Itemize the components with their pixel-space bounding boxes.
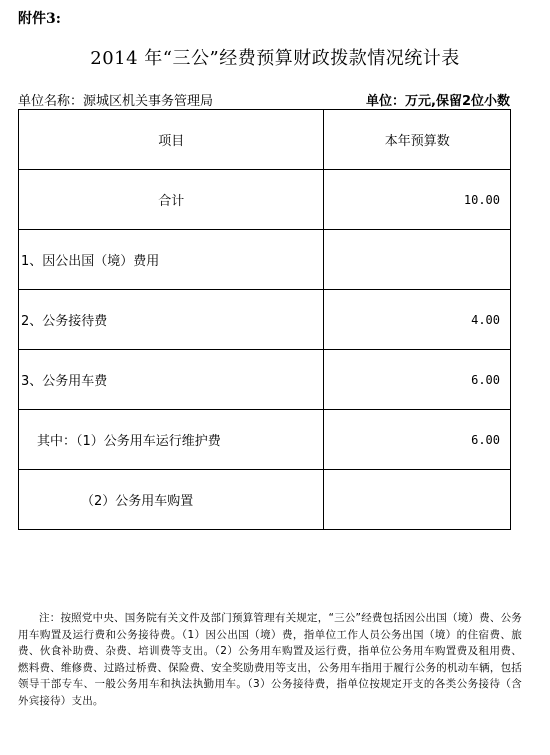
row-value [324,470,511,530]
org-label: 单位名称：源城区机关事务管理局 [18,94,214,109]
table-row [19,290,511,350]
table-row [19,170,511,230]
row-value [324,230,511,290]
row-label: 合计 [19,170,324,230]
meta-row [18,90,510,109]
table-row [19,470,511,530]
table-row [19,230,511,290]
row-value: 6.00 [324,410,511,470]
row-value: 10.00 [324,170,511,230]
footnote: 注：按照党中央、国务院有关文件及部门预算管理有关规定，“三公”经费包括因公出国（境）费、公务用车购置及运行费和公务接待费。（1）因公出国（境）费，指单位工作人员公务出国（境）的住宿费、旅费、伙食补助费、杂费、培训费等支出。（2）公务用车购置及运行费，指单位公务用车购置费及租用费、燃料费、维修费、过路过桥费、保险费、安全奖励费用等支出，公务用车指用于履行公务的机动车辆，包括领导干部专车、一般公务用车和执法执勤用车。（3）公务接待费，指单位按规定开支的各类公务接待（含外宾接待）支出。 [18,612,522,707]
row-label: 其中：（1）公务用车运行维护费 [19,410,324,470]
row-label: 1、因公出国（境）费用 [19,230,324,290]
table-header-row [19,110,511,170]
row-label: （2）公务用车购置 [19,470,324,530]
document-title: 2014 年“三公”经费预算财政拨款情况统计表 [90,48,460,69]
budget-table [18,109,511,530]
unit-label: 单位：万元,保留2位小数 [366,94,510,109]
table-row [19,350,511,410]
row-value: 4.00 [324,290,511,350]
table-row [19,410,511,470]
header-budget: 本年预算数 [324,110,511,170]
row-label: 2、公务接待费 [19,290,324,350]
header-item: 项目 [19,110,324,170]
row-label: 3、公务用车费 [19,350,324,410]
attachment-label: 附件3: [18,11,61,27]
row-value: 6.00 [324,350,511,410]
